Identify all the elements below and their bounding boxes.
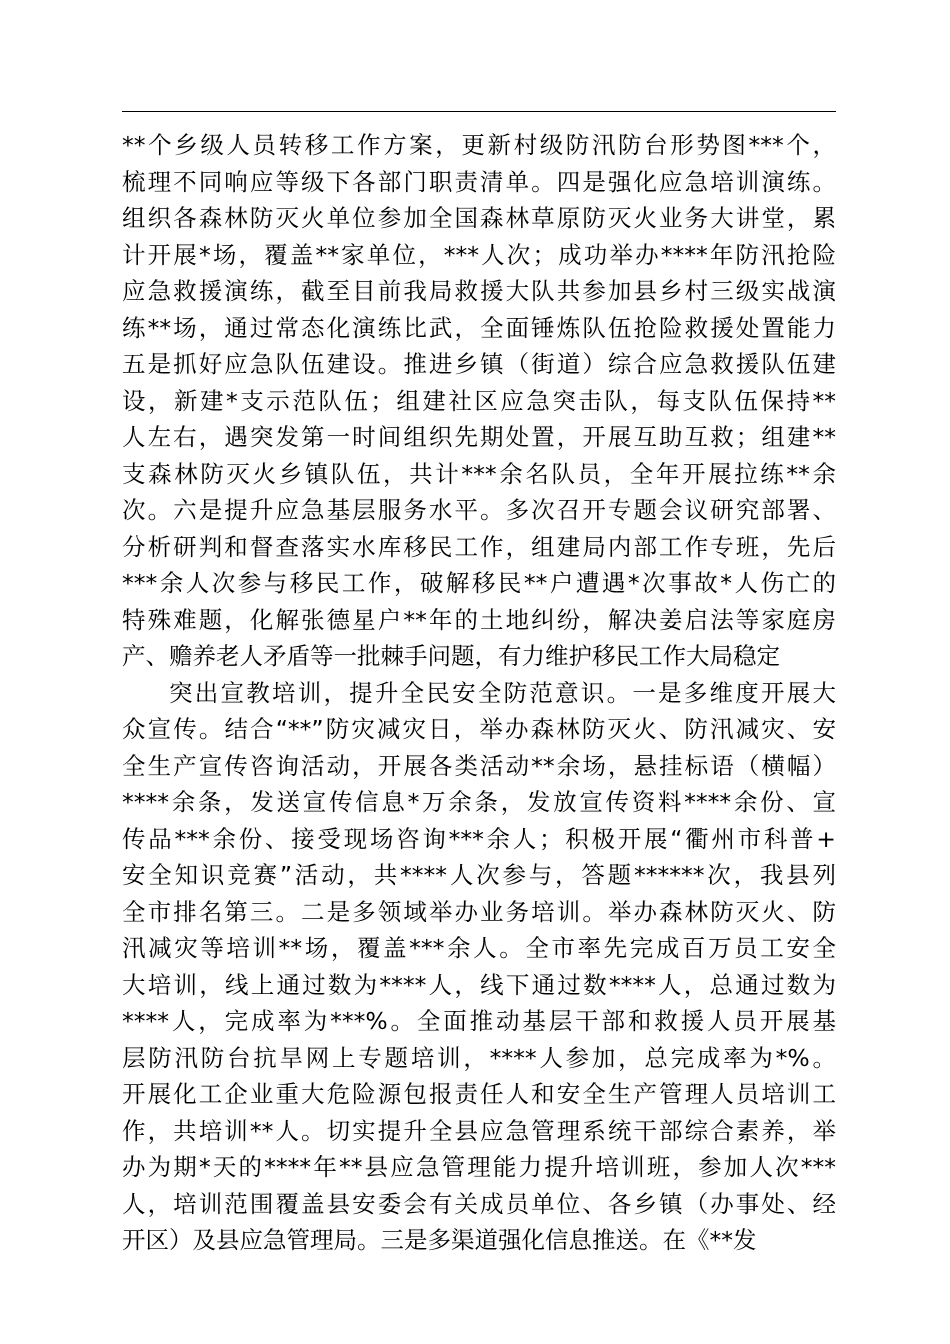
text-line: ***余人次参与移民工作，破解移民**户遭遇*次事故*人伤亡的 — [122, 569, 836, 597]
text-line: 人，培训范围覆盖县安委会有关成员单位、各乡镇（办事处、经 — [122, 1189, 836, 1218]
text-line: 汛减灾等培训**场，覆盖***余人。全市率先完成百万员工安全 — [122, 934, 836, 962]
text-line: 设，新建*支示范队伍；组建社区应急突击队，每支队伍保持** — [122, 386, 836, 415]
text-line: 练**场，通过常态化演练比武，全面锤炼队伍抢险救援处置能力 — [122, 313, 836, 342]
text-line: ****人，完成率为***%。全面推动基层干部和救援人员开展基 — [122, 1007, 836, 1035]
text-line: 作，共培训**人。切实提升全县应急管理系统干部综合素养，举 — [122, 1116, 836, 1145]
text-line: 应急救援演练，截至目前我局救援大队共参加县乡村三级实战演 — [122, 277, 836, 305]
text-line: 传品***余份、接受现场咨询***余人；积极开展“衢州市科普+ — [122, 824, 836, 853]
text-line: 层防汛防台抗旱网上专题培训，****人参加，总完成率为*%。 — [122, 1043, 836, 1072]
header-rule — [122, 111, 836, 112]
paragraph-first-line: 突出宣教培训，提升全民安全防范意识。一是多维度开展大 — [169, 678, 836, 707]
text-line: 产、赡养老人矛盾等一批棘手问题，有力维护移民工作大局稳定 — [122, 642, 780, 670]
text-line: 梳理不同响应等级下各部门职责清单。四是强化应急培训演练。 — [122, 167, 836, 196]
text-line: 开区）及县应急管理局。三是多渠道强化信息推送。在《**发 — [122, 1226, 757, 1254]
text-line: 五是抓好应急队伍建设。推进乡镇（街道）综合应急救援队伍建 — [122, 350, 836, 378]
text-line: 人左右，遇突发第一时间组织先期处置，开展互助互救；组建** — [122, 423, 836, 451]
text-line: 分析研判和督查落实水库移民工作，组建局内部工作专班，先后 — [122, 532, 836, 561]
text-line: 大培训，线上通过数为****人，线下通过数****人，总通过数为 — [122, 970, 836, 999]
text-line: 众宣传。结合“**”防灾减灾日，举办森林防灭火、防汛减灾、安 — [122, 715, 836, 743]
body-text — [122, 127, 836, 1259]
text-line: 开展化工企业重大危险源包报责任人和安全生产管理人员培训工 — [122, 1080, 836, 1108]
text-line: **个乡级人员转移工作方案，更新村级防汛防台形势图***个， — [122, 131, 836, 159]
text-line: 次。六是提升应急基层服务水平。多次召开专题会议研究部署、 — [122, 496, 836, 524]
text-line: ****余条，发送宣传信息*万余条，发放宣传资料****余份、宣 — [122, 788, 836, 816]
text-line: 计开展*场，覆盖**家单位，***人次；成功举办****年防汛抢险 — [122, 240, 836, 269]
text-line: 办为期*天的****年**县应急管理能力提升培训班，参加人次*** — [122, 1153, 836, 1181]
text-line: 组织各森林防灭火单位参加全国森林草原防灭火业务大讲堂，累 — [122, 204, 836, 232]
text-line: 全市排名第三。二是多领域举办业务培训。举办森林防灭火、防 — [122, 897, 836, 926]
text-line: 支森林防灭火乡镇队伍，共计***余名队员，全年开展拉练**余 — [122, 459, 836, 488]
text-line: 安全知识竞赛”活动，共****人次参与，答题******次，我县列 — [122, 861, 836, 889]
text-line: 特殊难题，化解张德星户**年的土地纠纷，解决姜启法等家庭房 — [122, 605, 836, 634]
text-line: 全生产宣传咨询活动，开展各类活动**余场，悬挂标语（横幅） — [122, 751, 836, 780]
